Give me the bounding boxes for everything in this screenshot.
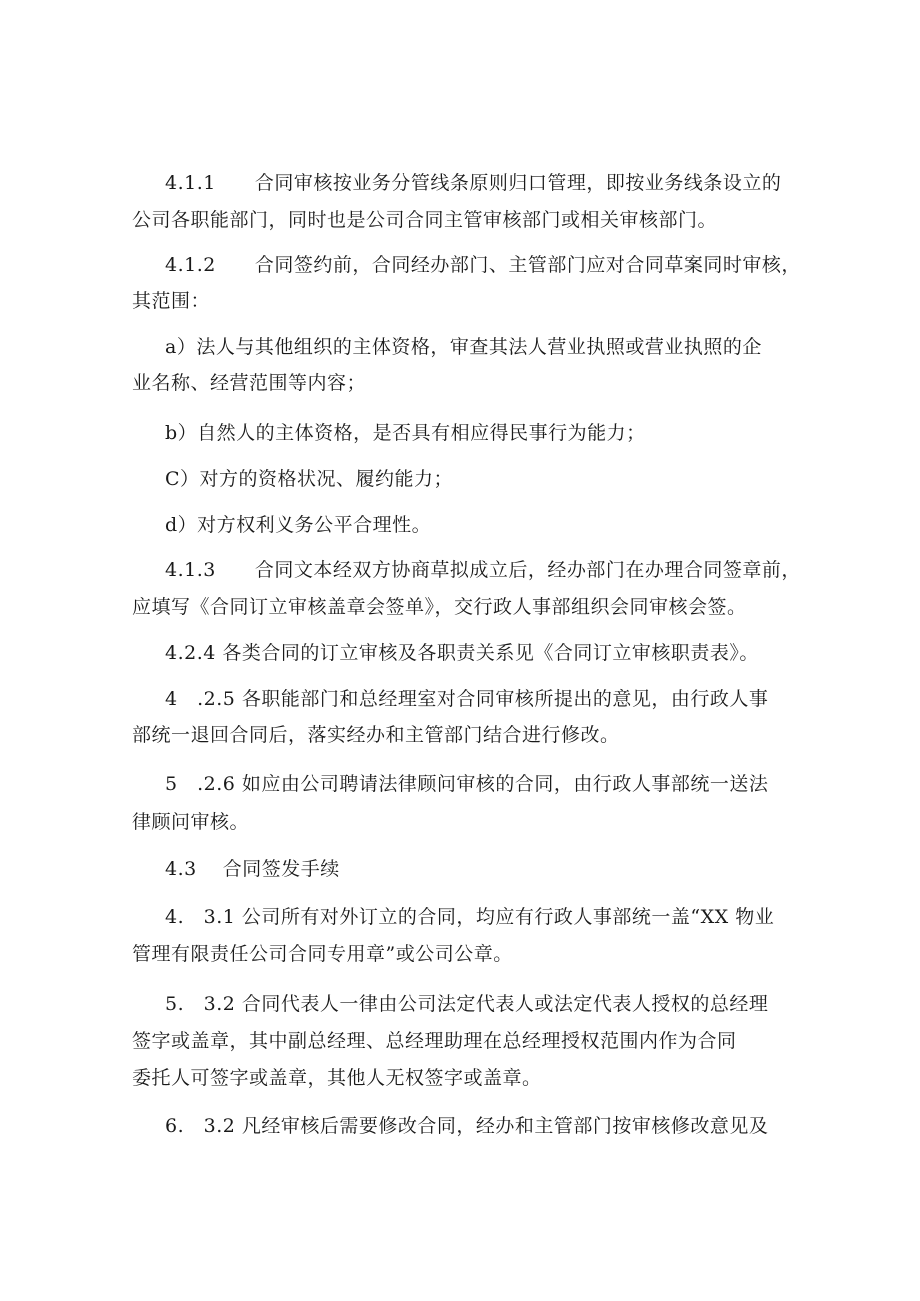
- text-line: 4.1.3 合同文本经双方协商草拟成立后，经办部门在办理合同签章前，: [165, 559, 801, 581]
- text-line: 6. 3.2 凡经审核后需要修改合同，经办和主管部门按审核修改意见及: [165, 1115, 769, 1137]
- text-line: 5 .2.6 如应由公司聘请法律顾问审核的合同，由行政人事部统一送法: [165, 773, 769, 795]
- text-line: 部统一退回合同后，落实经办和主管部门结合进行修改。: [132, 724, 620, 746]
- text-line: d）对方权利义务公平合理性。: [165, 514, 432, 536]
- text-line: 律顾问审核。: [132, 811, 250, 833]
- text-line: 4. 3.1 公司所有对外订立的合同，均应有行政人事部统一盖“XX 物业: [165, 906, 775, 928]
- text-line: 业名称、经营范围等内容；: [132, 372, 367, 394]
- text-line: 4 .2.5 各职能部门和总经理室对合同审核所提出的意见，由行政人事: [165, 688, 769, 710]
- text-line: 4.1.2 合同签约前，合同经办部门、主管部门应对合同草案同时审核，: [165, 254, 801, 276]
- text-line: 应填写《合同订立审核盖章会签单》，交行政人事部组织会同审核会签。: [132, 596, 747, 618]
- text-line: 4.3 合同签发手续: [165, 858, 340, 880]
- text-line: 委托人可签字或盖章，其他人无权签字或盖章。: [132, 1067, 542, 1089]
- text-line: 管理有限责任公司合同专用章”或公司公章。: [132, 943, 513, 965]
- text-line: 5. 3.2 合同代表人一律由公司法定代表人或法定代表人授权的总经理: [165, 993, 769, 1015]
- text-line: b）自然人的主体资格，是否具有相应得民事行为能力；: [165, 422, 646, 444]
- text-line: 公司各职能部门，同时也是公司合同主管审核部门或相关审核部门。: [132, 209, 718, 231]
- text-line: C）对方的资格状况、履约能力；: [165, 468, 454, 490]
- text-line: 签字或盖章，其中副总经理、总经理助理在总经理授权范围内作为合同: [132, 1030, 737, 1052]
- text-line: a）法人与其他组织的主体资格，审查其法人营业执照或营业执照的企: [165, 336, 762, 358]
- text-line: 其范围：: [132, 290, 211, 312]
- text-line: 4.2.4 各类合同的订立审核及各职责关系见《合同订立审核职责表》。: [165, 642, 759, 664]
- text-line: 4.1.1 合同审核按业务分管线条原则归口管理，即按业务线条设立的: [165, 172, 782, 194]
